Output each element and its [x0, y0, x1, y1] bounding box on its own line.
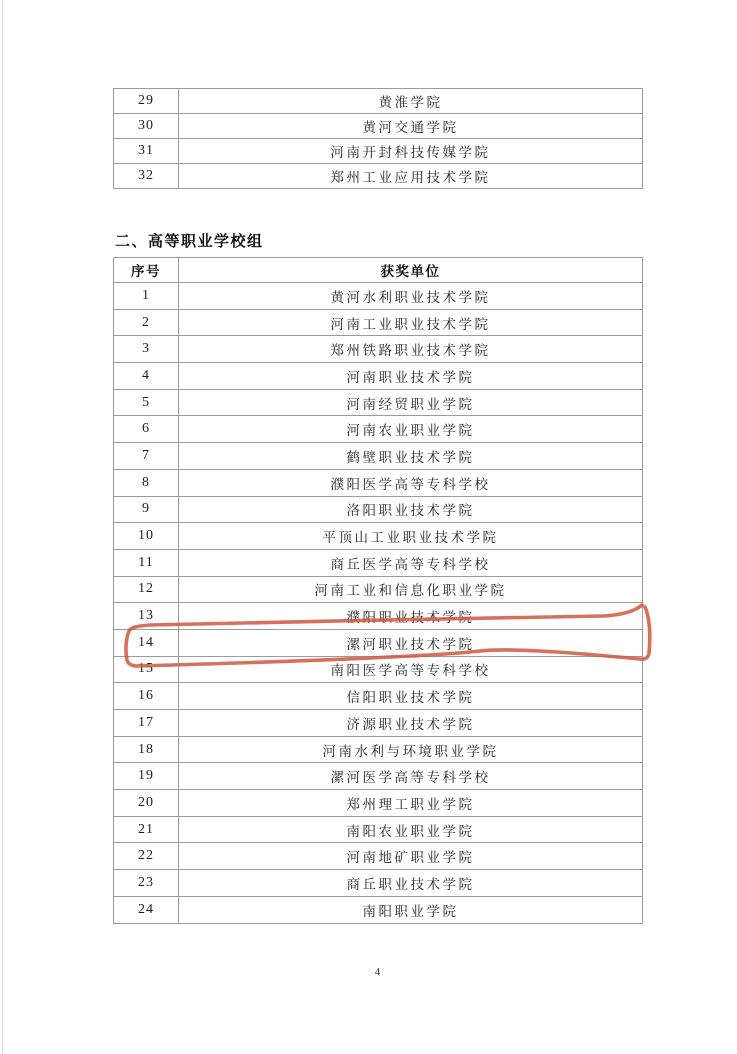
row-number: 17	[114, 710, 179, 737]
top-table-body	[114, 89, 643, 189]
table-row	[114, 336, 643, 363]
table-row	[114, 576, 643, 603]
row-unit: 南阳医学高等专科学校	[179, 656, 643, 683]
row-number: 15	[114, 656, 179, 683]
row-number: 6	[114, 416, 179, 443]
row-unit: 鹤壁职业技术学院	[179, 443, 643, 470]
table-row	[114, 443, 643, 470]
previous-group-table-continued	[113, 88, 643, 189]
section-heading: 二、高等职业学校组	[115, 233, 264, 250]
column-header-unit: 获奖单位	[179, 258, 643, 283]
row-number: 7	[114, 443, 179, 470]
row-number: 2	[114, 309, 179, 336]
row-number: 31	[114, 139, 179, 164]
row-number: 11	[114, 549, 179, 576]
table-row	[114, 790, 643, 817]
table-row	[114, 843, 643, 870]
row-unit: 郑州铁路职业技术学院	[179, 336, 643, 363]
row-number: 18	[114, 736, 179, 763]
main-table-body	[114, 283, 643, 924]
table-row	[114, 736, 643, 763]
row-unit: 河南农业职业学院	[179, 416, 643, 443]
table-row	[114, 389, 643, 416]
table-row	[114, 283, 643, 310]
table-row	[114, 710, 643, 737]
row-number: 22	[114, 843, 179, 870]
row-unit: 漯河医学高等专科学校	[179, 763, 643, 790]
row-number: 5	[114, 389, 179, 416]
row-number: 16	[114, 683, 179, 710]
table-row	[114, 416, 643, 443]
table-row	[114, 469, 643, 496]
table-row	[114, 89, 643, 114]
row-unit: 商丘职业技术学院	[179, 870, 643, 897]
table-row	[114, 603, 643, 630]
page-left-edge	[2, 0, 3, 1054]
row-number: 23	[114, 870, 179, 897]
table-row	[114, 139, 643, 164]
row-number: 29	[114, 89, 179, 114]
row-unit: 南阳职业学院	[179, 896, 643, 923]
table-row	[114, 523, 643, 550]
row-unit: 河南工业职业技术学院	[179, 309, 643, 336]
row-unit: 河南职业技术学院	[179, 363, 643, 390]
table-row	[114, 683, 643, 710]
table-row	[114, 309, 643, 336]
row-unit: 黄淮学院	[179, 89, 643, 114]
table-row	[114, 629, 643, 656]
table-row	[114, 656, 643, 683]
column-header-no: 序号	[114, 258, 179, 283]
row-number: 20	[114, 790, 179, 817]
row-number: 30	[114, 114, 179, 139]
row-unit: 河南地矿职业学院	[179, 843, 643, 870]
row-number: 10	[114, 523, 179, 550]
row-unit: 信阳职业技术学院	[179, 683, 643, 710]
table-row	[114, 164, 643, 189]
row-number: 32	[114, 164, 179, 189]
row-unit: 河南水利与环境职业学院	[179, 736, 643, 763]
row-number: 9	[114, 496, 179, 523]
table-row	[114, 763, 643, 790]
row-unit: 平顶山工业职业技术学院	[179, 523, 643, 550]
row-number: 13	[114, 603, 179, 630]
row-unit: 濮阳医学高等专科学校	[179, 469, 643, 496]
row-unit: 河南经贸职业学院	[179, 389, 643, 416]
table-row	[114, 870, 643, 897]
row-unit: 洛阳职业技术学院	[179, 496, 643, 523]
row-unit: 河南工业和信息化职业学院	[179, 576, 643, 603]
row-number: 19	[114, 763, 179, 790]
table-row	[114, 363, 643, 390]
row-unit: 郑州理工职业学院	[179, 790, 643, 817]
table-row	[114, 114, 643, 139]
row-number: 1	[114, 283, 179, 310]
row-number: 21	[114, 816, 179, 843]
row-number: 12	[114, 576, 179, 603]
table-row	[114, 549, 643, 576]
vocational-school-group-table	[113, 257, 643, 924]
row-number: 8	[114, 469, 179, 496]
row-number: 24	[114, 896, 179, 923]
row-unit: 南阳农业职业学院	[179, 816, 643, 843]
row-unit: 河南开封科技传媒学院	[179, 139, 643, 164]
row-unit: 黄河水利职业技术学院	[179, 283, 643, 310]
row-unit: 濮阳职业技术学院	[179, 603, 643, 630]
table-header-row	[114, 258, 643, 283]
row-unit: 商丘医学高等专科学校	[179, 549, 643, 576]
row-unit: 漯河职业技术学院	[179, 629, 643, 656]
table-row	[114, 496, 643, 523]
row-number: 3	[114, 336, 179, 363]
row-unit: 黄河交通学院	[179, 114, 643, 139]
page-number: 4	[374, 966, 381, 978]
row-unit: 济源职业技术学院	[179, 710, 643, 737]
row-unit: 郑州工业应用技术学院	[179, 164, 643, 189]
table-row	[114, 816, 643, 843]
row-number: 4	[114, 363, 179, 390]
table-row	[114, 896, 643, 923]
row-number: 14	[114, 629, 179, 656]
